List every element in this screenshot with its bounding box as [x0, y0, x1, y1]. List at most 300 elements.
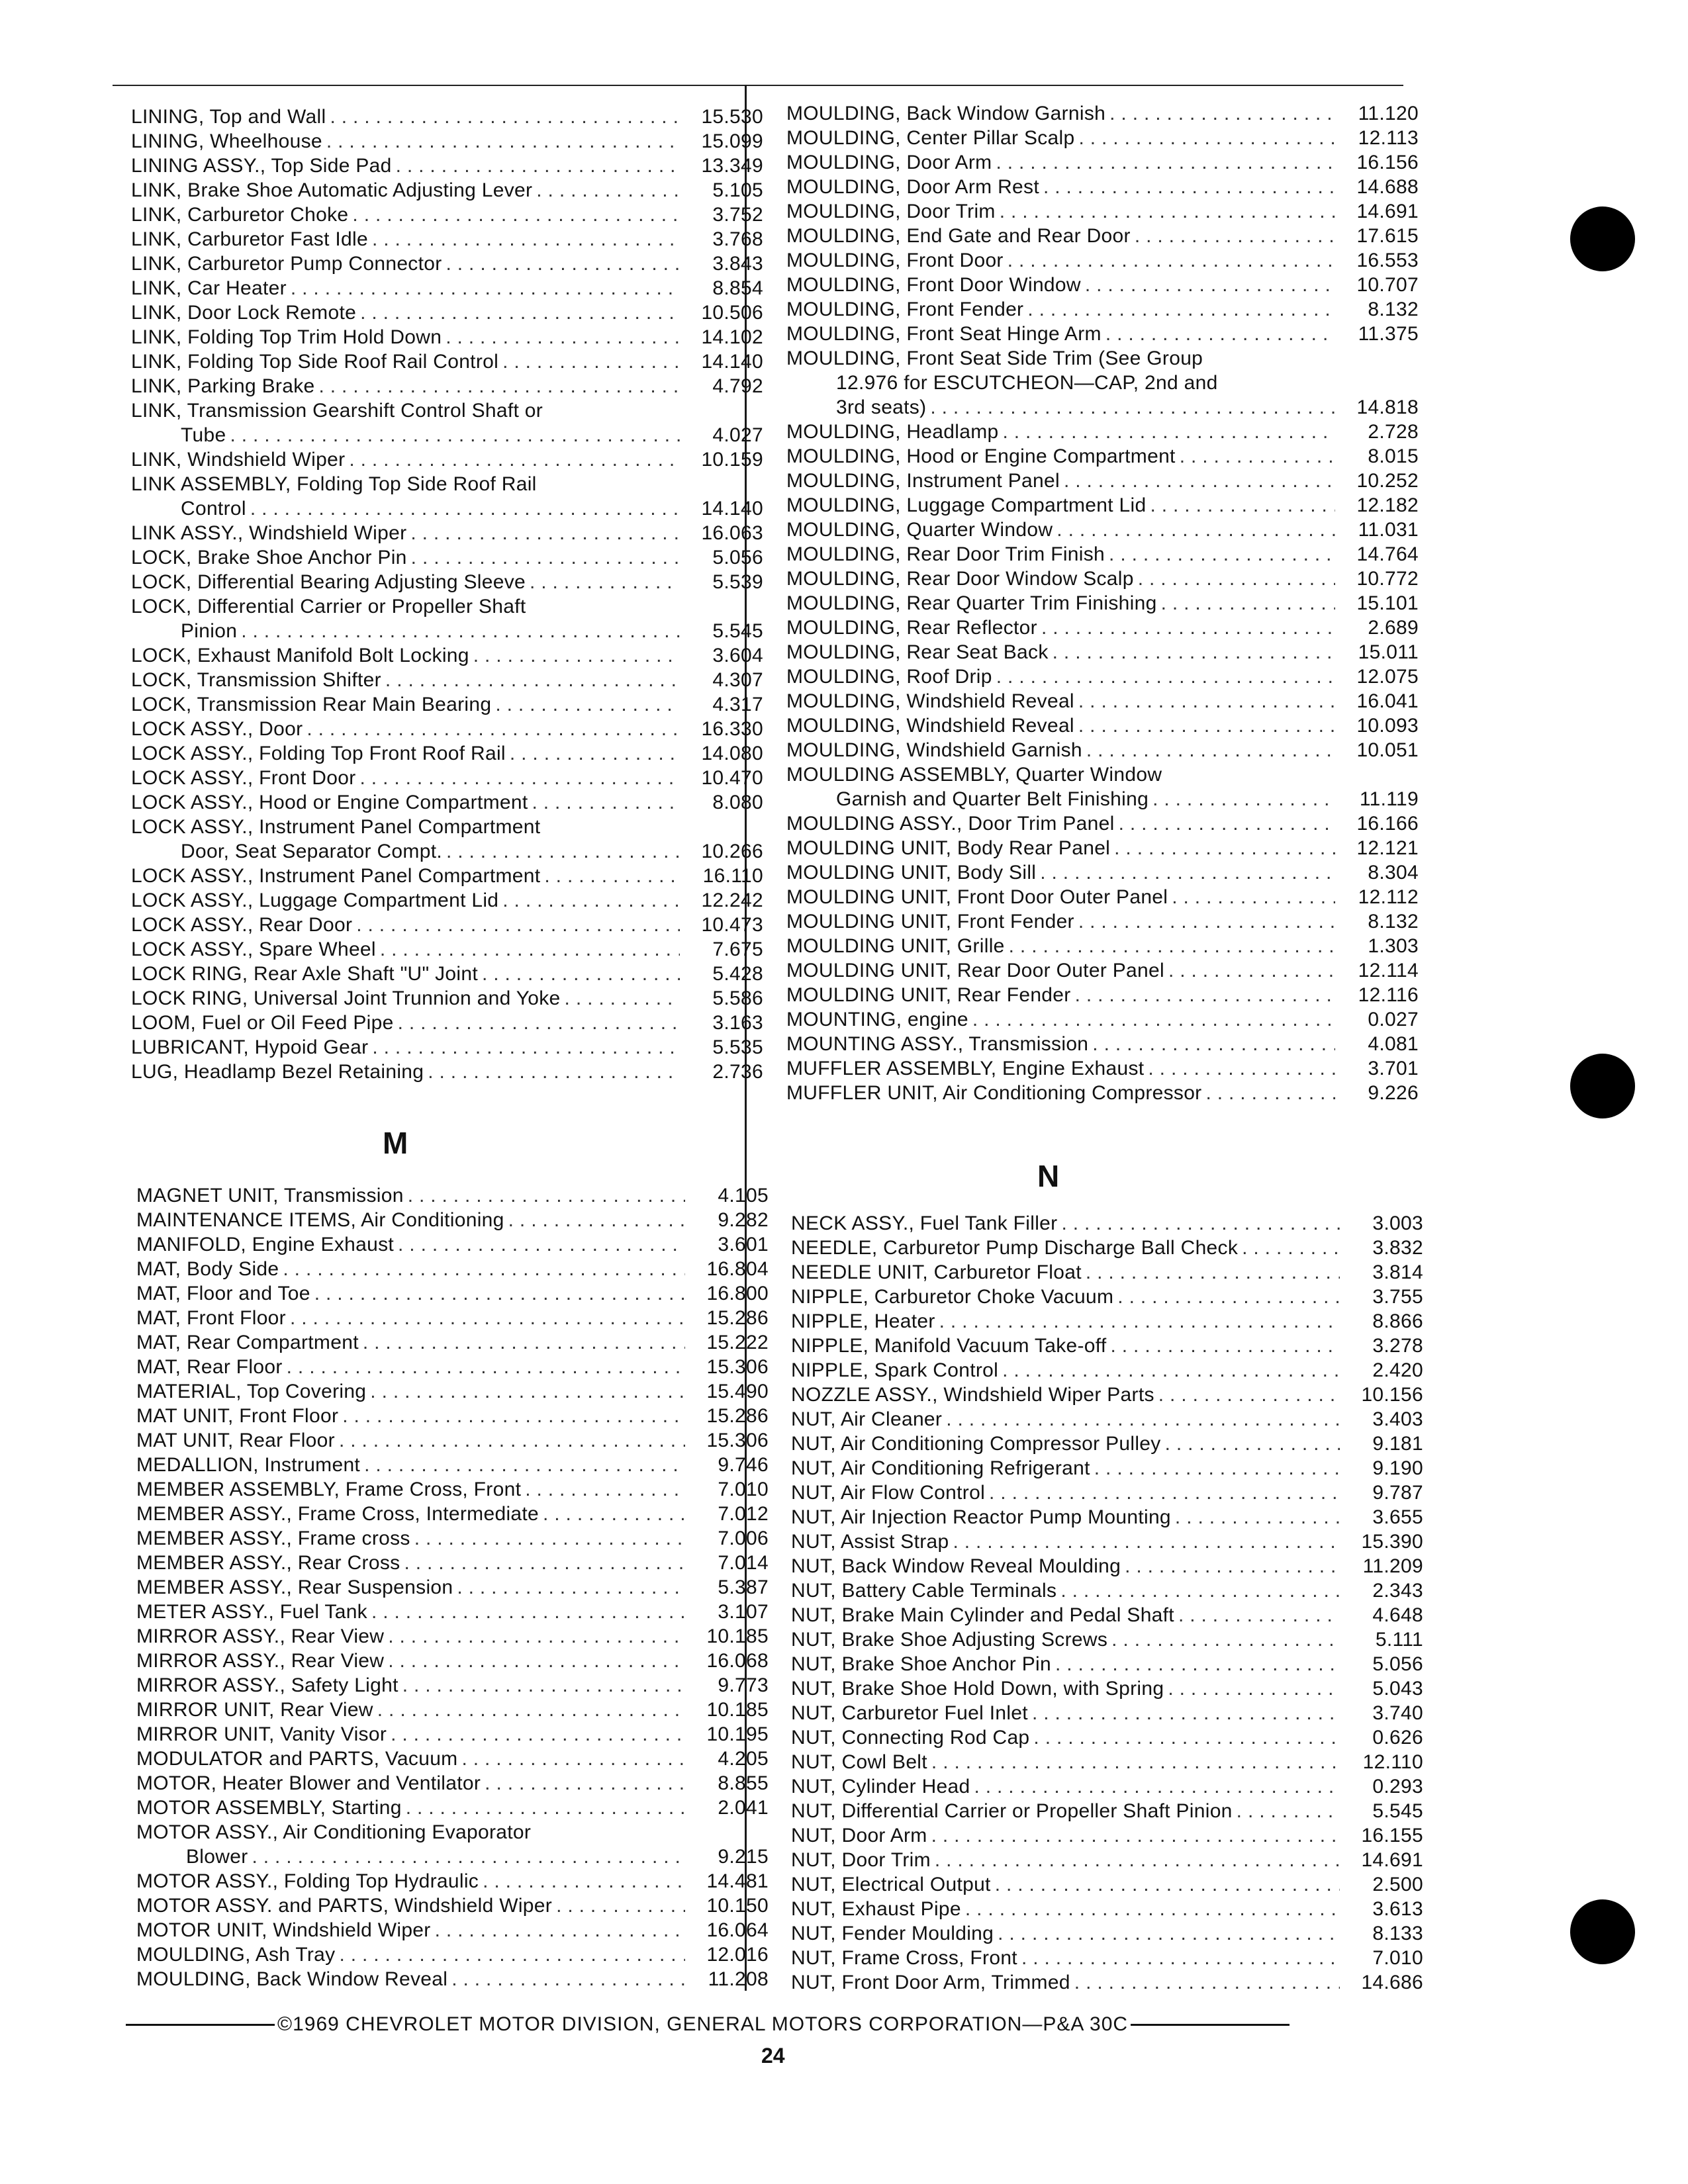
entry-text: NUT, Air Conditioning Compressor Pulley [791, 1433, 1161, 1455]
index-entry [136, 1453, 769, 1477]
group-number: 7.014 [718, 1552, 769, 1574]
index-entry [136, 1893, 769, 1918]
index-entry [791, 1358, 1423, 1383]
entry-text: LINK ASSEMBLY, Folding Top Side Roof Rail [131, 473, 537, 495]
group-number: 13.349 [701, 155, 763, 177]
entry-row [786, 273, 1419, 297]
group-number: 15.099 [701, 130, 763, 152]
entry-row [136, 1428, 769, 1453]
entry-row [786, 1032, 1419, 1056]
entry-text: NUT, Electrical Output [791, 1874, 991, 1895]
index-entry [786, 713, 1419, 738]
entry-text: LINK, Carburetor Pump Connector [131, 253, 442, 275]
group-number: 11.208 [708, 1968, 769, 1990]
entry-text: NUT, Air Cleaner [791, 1408, 943, 1430]
entry-row [786, 811, 1419, 836]
index-entry [786, 420, 1419, 444]
entry-text: LOCK ASSY., Rear Door [131, 914, 353, 936]
dot-leader [241, 619, 680, 643]
index-entry [786, 224, 1419, 248]
group-number: 14.140 [701, 498, 763, 520]
group-number: 3.768 [712, 228, 763, 250]
group-number: 5.545 [712, 620, 763, 642]
group-number: 4.317 [712, 694, 763, 715]
index-entry [136, 1306, 769, 1330]
entry-row [131, 545, 763, 570]
entry-text: MOULDING UNIT, Grille [786, 935, 1005, 957]
page-number: 24 [761, 2044, 785, 2068]
group-number: 2.420 [1372, 1359, 1423, 1381]
entry-row [791, 1725, 1423, 1750]
entry-text: MOULDING, Windshield Reveal [786, 715, 1074, 737]
entry-row [786, 518, 1419, 542]
dot-leader [510, 741, 680, 766]
group-number: 3.755 [1372, 1286, 1423, 1308]
dot-leader [342, 1404, 685, 1428]
index-entry [131, 888, 763, 913]
entry-row [786, 395, 1419, 420]
group-number: 10.156 [1361, 1384, 1423, 1406]
entry-row [786, 150, 1419, 175]
entry-text: MOULDING, End Gate and Rear Door [786, 225, 1131, 247]
group-number: 5.539 [712, 571, 763, 593]
index-entry [791, 1260, 1423, 1285]
entry-text: MOULDING ASSEMBLY, Quarter Window [786, 764, 1162, 786]
dot-leader [388, 1649, 685, 1673]
dot-leader [483, 1869, 685, 1893]
group-number: 12.116 [1358, 984, 1419, 1006]
dot-leader [283, 1257, 685, 1281]
index-column-l [131, 105, 763, 1084]
index-entry [136, 1526, 769, 1551]
dot-leader [364, 1453, 685, 1477]
dot-leader [314, 1281, 685, 1306]
dot-leader [1168, 1676, 1340, 1701]
group-number: 3.003 [1372, 1212, 1423, 1234]
entry-row [136, 1747, 769, 1771]
dot-leader [965, 1897, 1340, 1921]
index-entry [786, 322, 1419, 346]
entry-text: LOCK ASSY., Front Door [131, 767, 356, 789]
entry-text: NUT, Door Arm [791, 1825, 927, 1846]
entry-row [791, 1848, 1423, 1872]
entry-text: NUT, Cowl Belt [791, 1751, 927, 1773]
index-entry [136, 1673, 769, 1698]
group-number: 17.615 [1356, 225, 1419, 247]
dot-leader [252, 1844, 686, 1869]
entry-text: MOULDING, Back Window Reveal [136, 1968, 448, 1990]
index-entry [791, 1383, 1423, 1407]
entry-text: MEDALLION, Instrument [136, 1454, 361, 1476]
entry-row [786, 248, 1419, 273]
dot-leader [946, 1407, 1340, 1432]
entry-row [786, 126, 1419, 150]
entry-row [791, 1236, 1423, 1260]
entry-text: MAGNET UNIT, Transmission [136, 1185, 404, 1206]
group-number: 15.306 [706, 1356, 769, 1378]
entry-continuation: Tube [181, 424, 226, 446]
dot-leader [1002, 1358, 1340, 1383]
entry-text: LOCK ASSY., Luggage Compartment Lid [131, 889, 499, 911]
index-entry [786, 248, 1419, 273]
entry-text: NUT, Air Flow Control [791, 1482, 986, 1504]
entry-row [136, 1551, 769, 1575]
entry-text: NECK ASSY., Fuel Tank Filler [791, 1212, 1058, 1234]
group-number: 4.205 [718, 1748, 769, 1770]
dot-leader [974, 1774, 1340, 1799]
entry-text: MOULDING, Rear Quarter Trim Finishing [786, 592, 1157, 614]
entry-row [786, 787, 1419, 811]
index-entry [131, 1035, 763, 1060]
group-number: 7.010 [718, 1479, 769, 1500]
entry-text: MAINTENANCE ITEMS, Air Conditioning [136, 1209, 504, 1231]
entry-text: NUT, Back Window Reveal Moulding [791, 1555, 1121, 1577]
dot-leader [1060, 1578, 1340, 1603]
entry-row [131, 496, 763, 521]
entry-text: MOULDING, Front Seat Side Trim (See Group [786, 347, 1203, 369]
entry-text: NUT, Brake Main Cylinder and Pedal Shaft [791, 1604, 1174, 1626]
group-number: 11.031 [1358, 519, 1419, 541]
entry-continuation: 12.976 for ESCUTCHEON—CAP, 2nd and [836, 372, 1218, 394]
index-entry [786, 591, 1419, 615]
index-entry [786, 860, 1419, 885]
dot-leader [1056, 518, 1335, 542]
index-entry [136, 1649, 769, 1673]
entry-text: LINK, Car Heater [131, 277, 287, 299]
dot-leader [411, 545, 680, 570]
group-number: 0.027 [1368, 1009, 1419, 1030]
index-entry [131, 986, 763, 1011]
entry-text: LOCK RING, Universal Joint Trunnion and Yoke [131, 987, 561, 1009]
group-number: 2.736 [712, 1061, 763, 1083]
index-entry [136, 1600, 769, 1624]
index-entry [131, 398, 763, 447]
entry-row [136, 1600, 769, 1624]
entry-row [136, 1942, 769, 1967]
group-number: 2.500 [1372, 1874, 1423, 1895]
group-number: 15.530 [701, 106, 763, 128]
group-number: 3.655 [1372, 1506, 1423, 1528]
dot-leader [1180, 444, 1335, 469]
entry-row [131, 839, 763, 864]
group-number: 8.015 [1368, 445, 1419, 467]
group-number: 15.101 [1356, 592, 1419, 614]
dot-leader [330, 105, 680, 129]
entry-row [786, 444, 1419, 469]
entry-text: MOULDING, Luggage Compartment Lid [786, 494, 1147, 516]
entry-row [131, 619, 763, 643]
index-entry [791, 1750, 1423, 1774]
entry-continuation: Pinion [181, 620, 238, 642]
entry-text: MOTOR ASSY., Folding Top Hydraulic [136, 1870, 479, 1892]
entry-text: LINING ASSY., Top Side Pad [131, 155, 392, 177]
index-entry [136, 1428, 769, 1453]
entry-row [131, 888, 763, 913]
entry-row [786, 738, 1419, 762]
entry-row [786, 322, 1419, 346]
group-number: 10.185 [706, 1699, 769, 1721]
entry-row [791, 1260, 1423, 1285]
index-entry [131, 717, 763, 741]
footer-rule-right [1131, 2024, 1289, 2026]
entry-text: LOOM, Fuel or Oil Feed Pipe [131, 1012, 394, 1034]
entry-row [786, 983, 1419, 1007]
entry-text: MOUNTING, engine [786, 1009, 968, 1030]
entry-text: MOTOR ASSEMBLY, Starting [136, 1797, 402, 1819]
index-entry [786, 273, 1419, 297]
index-entry [136, 1575, 769, 1600]
entry-row [791, 1480, 1423, 1505]
group-number: 15.286 [706, 1307, 769, 1329]
group-number: 10.266 [701, 841, 763, 862]
entry-text: LINK, Windshield Wiper [131, 449, 346, 471]
entry-row [131, 913, 763, 937]
entry-row [131, 643, 763, 668]
dot-leader [398, 1011, 680, 1035]
entry-row [131, 374, 763, 398]
group-number: 9.181 [1372, 1433, 1423, 1455]
dot-leader [360, 766, 680, 790]
entry-row [791, 1799, 1423, 1823]
group-number: 5.535 [712, 1036, 763, 1058]
group-number: 5.056 [1372, 1653, 1423, 1675]
group-number: 9.226 [1368, 1082, 1419, 1104]
group-number: 5.056 [712, 547, 763, 569]
entry-row [791, 1456, 1423, 1480]
entry-row [791, 1432, 1423, 1456]
dot-leader [435, 1918, 685, 1942]
section-letter-n: N [1037, 1159, 1060, 1193]
entry-row [786, 297, 1419, 322]
dot-leader [544, 864, 680, 888]
dot-leader [1041, 615, 1335, 640]
entry-continuation: Garnish and Quarter Belt Finishing [836, 788, 1149, 810]
index-entry [791, 1529, 1423, 1554]
entry-row [791, 1407, 1423, 1432]
entry-row [131, 105, 763, 129]
dot-leader [326, 129, 680, 154]
entry-row [786, 175, 1419, 199]
entry-text: MANIFOLD, Engine Exhaust [136, 1234, 395, 1255]
entry-text: NEEDLE UNIT, Carburetor Float [791, 1261, 1082, 1283]
dot-leader [1085, 273, 1335, 297]
index-entry [131, 545, 763, 570]
entry-row [131, 129, 763, 154]
dot-leader [250, 496, 680, 521]
index-entry [791, 1407, 1423, 1432]
group-number: 15.490 [706, 1381, 769, 1402]
index-entry [136, 1722, 769, 1747]
entry-text: LOCK ASSY., Folding Top Front Roof Rail [131, 743, 506, 764]
group-number: 5.111 [1375, 1629, 1423, 1651]
entry-row [791, 1505, 1423, 1529]
entry-row [136, 1330, 769, 1355]
entry-row [791, 1627, 1423, 1652]
entry-continuation: Door, Seat Separator Compt. [181, 841, 442, 862]
group-number: 10.093 [1356, 715, 1419, 737]
index-entry [791, 1676, 1423, 1701]
index-entry [786, 1056, 1419, 1081]
entry-row [791, 1897, 1423, 1921]
dot-leader [287, 1355, 685, 1379]
index-column-n [791, 1211, 1423, 1995]
dot-leader [385, 668, 680, 692]
index-entry [131, 472, 763, 521]
dot-leader [996, 150, 1335, 175]
entry-row [791, 1652, 1423, 1676]
entry-row [136, 1453, 769, 1477]
index-entry [791, 1554, 1423, 1578]
entry-row [786, 420, 1419, 444]
group-number: 9.190 [1372, 1457, 1423, 1479]
entry-row [136, 1624, 769, 1649]
group-number: 10.185 [706, 1625, 769, 1647]
index-entry [786, 199, 1419, 224]
entry-text: LOCK ASSY., Instrument Panel Compartment [131, 865, 541, 887]
group-number: 7.010 [1372, 1947, 1423, 1969]
dot-leader [995, 1872, 1340, 1897]
entry-row [786, 860, 1419, 885]
entry-text: MOULDING, Front Door Window [786, 274, 1081, 296]
index-entry [791, 1603, 1423, 1627]
entry-row [791, 1334, 1423, 1358]
dot-leader [1242, 1236, 1340, 1260]
entry-text: NUT, Front Door Arm, Trimmed [791, 1972, 1070, 1993]
dot-leader [543, 1502, 685, 1526]
dot-leader [461, 1747, 685, 1771]
entry-text: LUG, Headlamp Bezel Retaining [131, 1061, 424, 1083]
entry-continuation: Control [181, 498, 246, 520]
index-entry [131, 692, 763, 717]
dot-leader [1105, 322, 1335, 346]
entry-row [791, 1309, 1423, 1334]
entry-text: LINK, Transmission Gearshift Control Shaft or [131, 400, 543, 422]
dot-leader [931, 1750, 1340, 1774]
entry-row [131, 790, 763, 815]
dot-leader [1161, 591, 1335, 615]
entry-row [791, 1970, 1423, 1995]
dot-leader [377, 1698, 685, 1722]
entry-row [791, 1529, 1423, 1554]
group-number: 3.843 [712, 253, 763, 275]
group-number: 3.163 [712, 1012, 763, 1034]
entry-text: LOCK, Differential Carrier or Propeller Shaft [131, 596, 526, 617]
dot-leader [370, 1379, 685, 1404]
entry-row [131, 1035, 763, 1060]
dot-leader [998, 1921, 1340, 1946]
entry-row [136, 1893, 769, 1918]
dot-leader [1027, 297, 1335, 322]
group-number: 10.195 [706, 1723, 769, 1745]
entry-text: MOULDING UNIT, Front Fender [786, 911, 1074, 933]
dot-leader [446, 251, 680, 276]
group-number: 8.080 [712, 792, 763, 813]
entry-text: LOCK ASSY., Spare Wheel [131, 938, 376, 960]
entry-text: MOULDING UNIT, Body Sill [786, 862, 1037, 884]
dot-leader [356, 913, 680, 937]
entry-row [791, 1676, 1423, 1701]
group-number: 12.113 [1358, 127, 1419, 149]
entry-text: MOTOR UNIT, Windshield Wiper [136, 1919, 431, 1941]
entry-row [136, 1526, 769, 1551]
index-entry [136, 1869, 769, 1893]
dot-leader [1172, 885, 1335, 909]
entry-row [786, 1007, 1419, 1032]
index-entry [786, 518, 1419, 542]
copyright-text: ©1969 CHEVROLET MOTOR DIVISION, GENERAL MOTORS CORPORATION—P&A 30C [277, 2013, 1129, 2035]
entry-text: NUT, Brake Shoe Hold Down, with Spring [791, 1678, 1164, 1700]
entry-row [791, 1774, 1423, 1799]
dot-leader [1086, 738, 1335, 762]
index-entry [791, 1456, 1423, 1480]
entry-text: MOUNTING ASSY., Transmission [786, 1033, 1089, 1055]
entry-row [786, 469, 1419, 493]
dot-leader [396, 154, 680, 178]
entry-row [136, 1649, 769, 1673]
group-number: 10.150 [706, 1895, 769, 1917]
entry-text: MAT, Front Floor [136, 1307, 286, 1329]
entry-row [791, 1603, 1423, 1627]
entry-row [136, 1502, 769, 1526]
dot-leader [1158, 1383, 1340, 1407]
entry-row [131, 766, 763, 790]
dot-leader [339, 1942, 685, 1967]
dot-leader [1000, 199, 1335, 224]
index-entry [136, 1796, 769, 1820]
dot-leader [451, 1967, 685, 1991]
entry-text: NEEDLE, Carburetor Pump Discharge Ball Check [791, 1237, 1239, 1259]
dot-leader [1021, 1946, 1340, 1970]
entry-text: LINK, Parking Brake [131, 375, 315, 397]
entry-text: NUT, Carburetor Fuel Inlet [791, 1702, 1028, 1724]
index-entry [131, 790, 763, 815]
entry-continuation: 3rd seats) [836, 396, 927, 418]
entry-text: MAT, Body Side [136, 1258, 279, 1280]
entry-row [786, 909, 1419, 934]
entry-row [791, 1701, 1423, 1725]
dot-leader [1055, 1652, 1340, 1676]
group-number: 2.689 [1368, 617, 1419, 639]
dot-leader [1111, 1627, 1340, 1652]
index-entry [786, 664, 1419, 689]
dot-leader [495, 692, 680, 717]
dot-leader [989, 1480, 1340, 1505]
entry-text: MOULDING, Door Trim [786, 201, 996, 222]
entry-text: NUT, Battery Cable Terminals [791, 1580, 1057, 1602]
index-entry [791, 1578, 1423, 1603]
group-number: 12.110 [1362, 1751, 1423, 1773]
entry-text: MIRROR ASSY., Rear View [136, 1650, 385, 1672]
entry-text: NOZZLE ASSY., Windshield Wiper Parts [791, 1384, 1154, 1406]
entry-row [136, 1379, 769, 1404]
index-entry [131, 937, 763, 962]
group-number: 12.112 [1358, 886, 1419, 908]
dot-leader [414, 1526, 685, 1551]
entry-row [136, 1918, 769, 1942]
entry-text: MAT, Floor and Toe [136, 1283, 310, 1304]
dot-leader [1078, 909, 1335, 934]
group-number: 5.428 [712, 963, 763, 985]
entry-text: MOULDING, Door Arm [786, 152, 992, 173]
entry-row [131, 1060, 763, 1084]
entry-continuation: Blower [186, 1846, 248, 1868]
index-entry [136, 1551, 769, 1575]
index-entry [786, 346, 1419, 420]
entry-row [131, 570, 763, 594]
entry-row [136, 1771, 769, 1796]
dot-leader [953, 1529, 1340, 1554]
dot-leader [380, 937, 680, 962]
